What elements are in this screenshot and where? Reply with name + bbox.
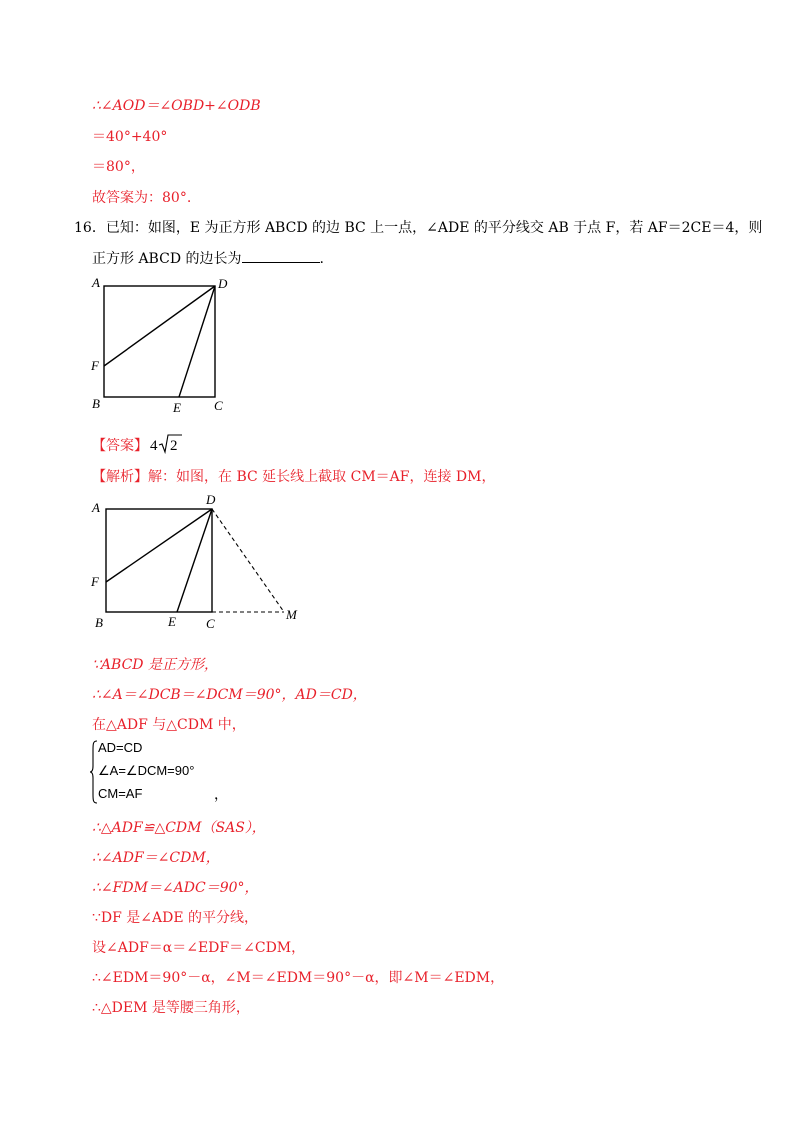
step-4: ∴△ADF≌△CDM（SAS）， [92, 820, 266, 836]
square-outline-2 [106, 509, 212, 612]
left-brace [90, 740, 98, 804]
segment-de-2 [177, 509, 212, 612]
label-a: A [92, 275, 100, 290]
problem-text-1 [74, 218, 762, 238]
step-1: ∵ABCD 是正方形， [92, 657, 218, 673]
segment-df-2 [106, 509, 212, 582]
step-7: ∵DF 是∠ADE 的平分线， [92, 910, 259, 926]
problem-number: 16． [74, 220, 106, 236]
label-b-2: B [95, 615, 103, 630]
answer-radicand: 2 [170, 438, 178, 454]
system-row-2: ∠A=∠DCM=90° [98, 763, 195, 778]
system-row-3: CM=AF [98, 786, 143, 801]
step-9: ∴∠EDM＝90°－α，∠M＝∠EDM＝90°－α，即∠M＝∠EDM， [92, 970, 505, 986]
problem-statement: 已知：如图，E 为正方形 ABCD 的边 BC 上一点，∠ADE 的平分线交 AB 于点 F，若 AF＝2CE＝4，则 [105, 220, 763, 236]
label-d: D [218, 276, 228, 291]
label-e-2: E [168, 614, 176, 629]
answer-line [92, 436, 148, 456]
analysis-intro: 解：如图，在 BC 延长线上截取 CM＝AF，连接 DM， [148, 469, 496, 485]
label-c-2: C [206, 616, 215, 631]
answer-value [150, 432, 186, 456]
segment-df [104, 286, 215, 366]
label-e: E [173, 400, 181, 415]
system-comma: ， [214, 787, 228, 803]
step-6: ∴∠FDM＝∠ADC＝90°， [92, 880, 259, 896]
problem-end: . [319, 251, 324, 267]
problem-text-2 [92, 248, 324, 269]
step-8: 设∠ADF＝α＝∠EDF＝∠CDM， [92, 940, 306, 956]
segment-dm-dashed [212, 509, 284, 612]
step-3: 在△ADF 与△CDM 中， [92, 717, 246, 733]
label-d-2: D [206, 492, 216, 507]
answer-coef: 4 [150, 438, 158, 454]
problem-question: 正方形 ABCD 的边长为 [92, 251, 242, 267]
step-10: ∴△DEM 是等腰三角形， [92, 1000, 250, 1016]
prev-line-2: ＝40°+40° [92, 129, 168, 145]
segment-de [179, 286, 215, 397]
square-outline [104, 286, 215, 397]
analysis-tag: 【解析】 [92, 469, 148, 485]
prev-line-3: ＝80°， [92, 159, 145, 175]
analysis-line [92, 467, 496, 487]
answer-tag: 【答案】 [92, 438, 148, 454]
label-f-2: F [91, 574, 99, 589]
label-b: B [92, 396, 100, 411]
label-a-2: A [92, 500, 100, 515]
step-2: ∴∠A＝∠DCB＝∠DCM＝90°，AD＝CD， [92, 687, 367, 703]
label-f: F [91, 358, 99, 373]
figure-square-abcd [84, 272, 254, 422]
label-c: C [214, 398, 223, 413]
label-m-2: M [286, 607, 297, 622]
system-row-1: AD=CD [98, 740, 143, 755]
step-5: ∴∠ADF＝∠CDM， [92, 850, 220, 866]
answer-blank [242, 248, 320, 263]
prev-line-4: 故答案为：80°. [92, 190, 192, 206]
figure-construction [84, 492, 314, 632]
prev-line-1: ∴∠AOD＝∠OBD+∠ODB [92, 98, 261, 114]
